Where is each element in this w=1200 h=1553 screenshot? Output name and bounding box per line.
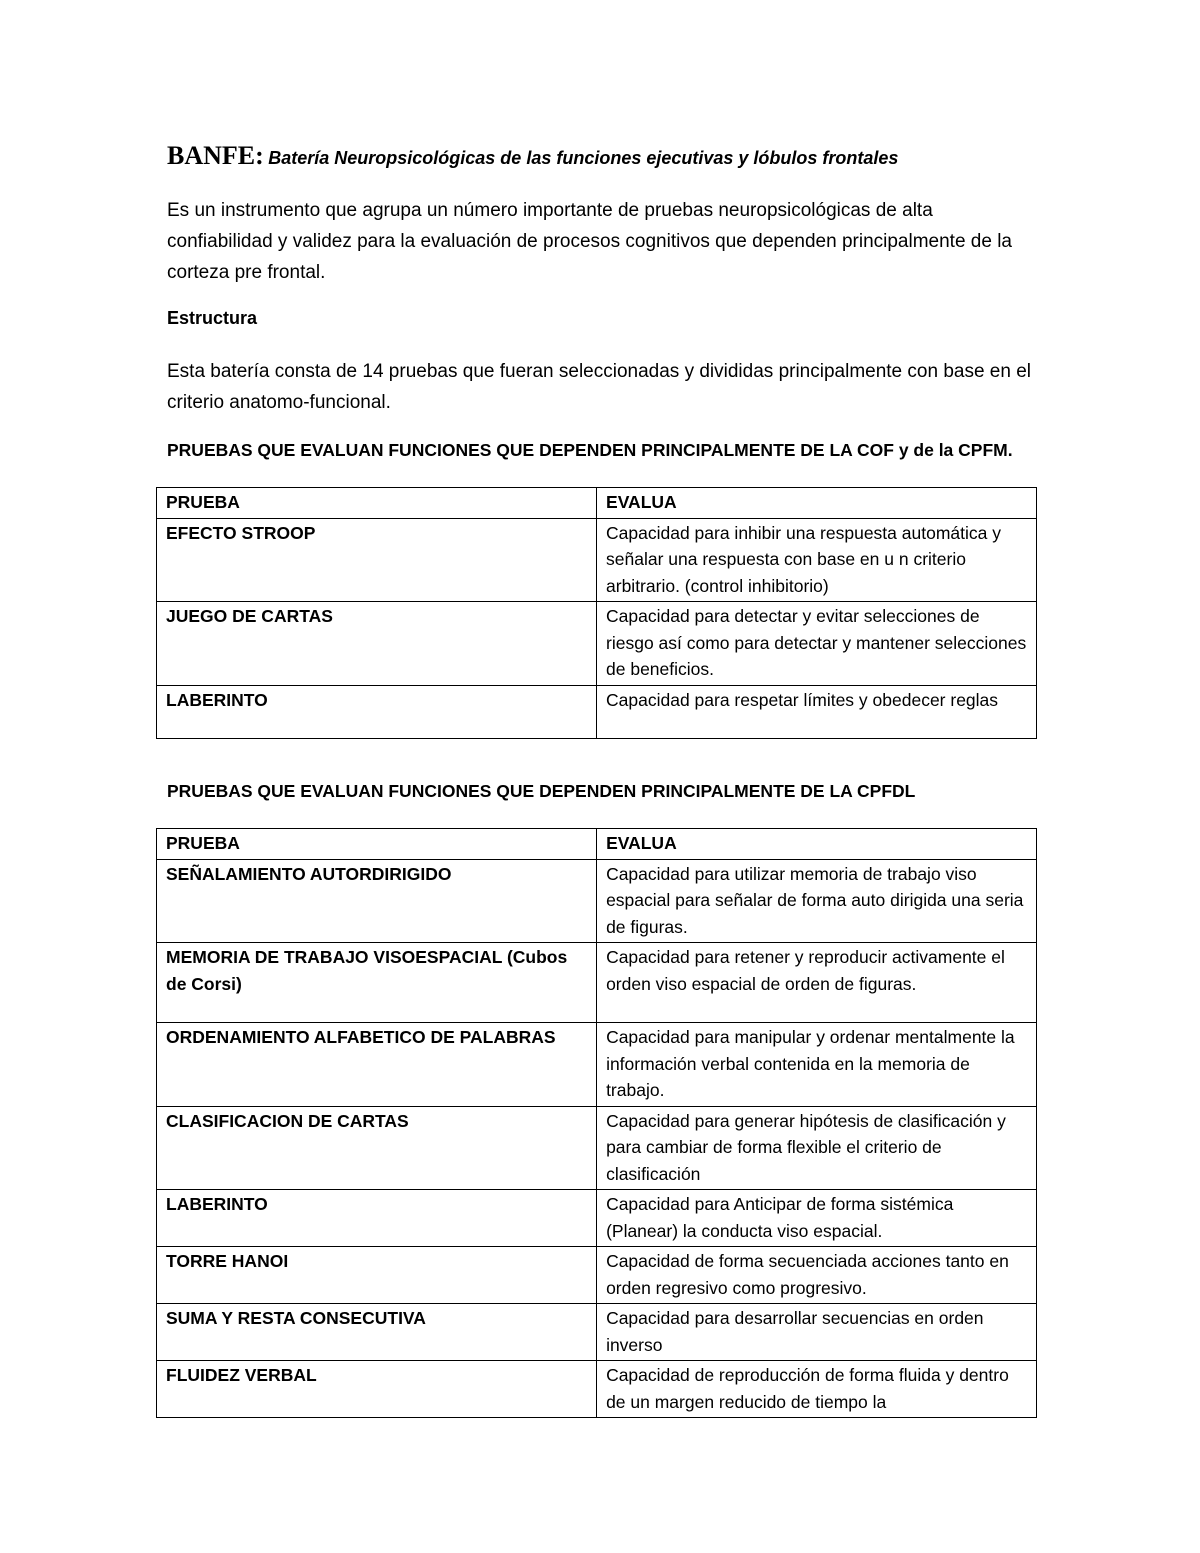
structure-paragraph: Esta batería consta de 14 pruebas que fueran seleccionadas y divididas principalmente con base en el criterio anatomo-funcional. xyxy=(167,361,1031,413)
structure-heading: Estructura xyxy=(167,308,258,328)
table-row xyxy=(157,685,1037,738)
cell-prueba: CLASIFICACION DE CARTAS xyxy=(157,1106,597,1190)
cell-evalua: Capacidad para retener y reproducir activamente el orden viso espacial de orden de figuras. xyxy=(597,943,1037,1023)
cell-prueba: SUMA Y RESTA CONSECUTIVA xyxy=(157,1304,597,1361)
cell-prueba: SEÑALAMIENTO AUTORDIRIGIDO xyxy=(157,859,597,943)
cell-prueba: JUEGO DE CARTAS xyxy=(157,602,597,686)
section2-heading: PRUEBAS QUE EVALUAN FUNCIONES QUE DEPENDEN PRINCIPALMENTE DE LA CPFDL xyxy=(167,781,916,801)
document-title xyxy=(167,141,898,171)
table-row xyxy=(157,518,1037,602)
cell-prueba: LABERINTO xyxy=(157,685,597,738)
column-header-prueba: PRUEBA xyxy=(157,829,597,860)
table-header-row xyxy=(157,829,1037,860)
table-header-row xyxy=(157,488,1037,519)
table-row xyxy=(157,1361,1037,1418)
cell-prueba: LABERINTO xyxy=(157,1190,597,1247)
cell-evalua: Capacidad para manipular y ordenar mentalmente la información verbal contenida en la memoria de trabajo. xyxy=(597,1023,1037,1107)
cell-evalua: Capacidad para detectar y evitar selecciones de riesgo así como para detectar y mantener selecciones de beneficios. xyxy=(597,602,1037,686)
table-row xyxy=(157,602,1037,686)
cell-prueba: MEMORIA DE TRABAJO VISOESPACIAL (Cubos de Corsi) xyxy=(157,943,597,1023)
cell-prueba: TORRE HANOI xyxy=(157,1247,597,1304)
column-header-evalua: EVALUA xyxy=(597,829,1037,860)
column-header-evalua: EVALUA xyxy=(597,488,1037,519)
intro-paragraph: Es un instrumento que agrupa un número importante de pruebas neuropsicológicas de alta confiabilidad y validez para la evaluación de procesos cognitivos que dependen principalmente de la corteza pre frontal. xyxy=(167,200,1012,283)
table-row xyxy=(157,1304,1037,1361)
section2-table xyxy=(156,828,1037,1418)
cell-evalua: Capacidad para generar hipótesis de clasificación y para cambiar de forma flexible el criterio de clasificación xyxy=(597,1106,1037,1190)
cell-prueba: EFECTO STROOP xyxy=(157,518,597,602)
table-row xyxy=(157,1190,1037,1247)
title-acronym: BANFE: xyxy=(167,141,264,170)
section1-table xyxy=(156,487,1037,739)
cell-evalua: Capacidad para desarrollar secuencias en orden inverso xyxy=(597,1304,1037,1361)
table-row xyxy=(157,1247,1037,1304)
cell-evalua: Capacidad para utilizar memoria de trabajo viso espacial para señalar de forma auto dirigida una seria de figuras. xyxy=(597,859,1037,943)
cell-prueba: ORDENAMIENTO ALFABETICO DE PALABRAS xyxy=(157,1023,597,1107)
table-row xyxy=(157,943,1037,1023)
table-row xyxy=(157,859,1037,943)
section1-heading: PRUEBAS QUE EVALUAN FUNCIONES QUE DEPENDEN PRINCIPALMENTE DE LA COF y de la CPFM. xyxy=(167,440,1013,460)
cell-evalua: Capacidad para inhibir una respuesta automática y señalar una respuesta con base en u n criterio arbitrario. (control inhibitorio) xyxy=(597,518,1037,602)
cell-prueba: FLUIDEZ VERBAL xyxy=(157,1361,597,1418)
table-row xyxy=(157,1106,1037,1190)
cell-evalua: Capacidad para respetar límites y obedecer reglas xyxy=(597,685,1037,738)
cell-evalua: Capacidad de forma secuenciada acciones tanto en orden regresivo como progresivo. xyxy=(597,1247,1037,1304)
cell-evalua: Capacidad para Anticipar de forma sistémica (Planear) la conducta viso espacial. xyxy=(597,1190,1037,1247)
table-row xyxy=(157,1023,1037,1107)
column-header-prueba: PRUEBA xyxy=(157,488,597,519)
title-subtitle: Batería Neuropsicológicas de las funciones ejecutivas y lóbulos frontales xyxy=(268,148,899,168)
cell-evalua: Capacidad de reproducción de forma fluida y dentro de un margen reducido de tiempo la xyxy=(597,1361,1037,1418)
